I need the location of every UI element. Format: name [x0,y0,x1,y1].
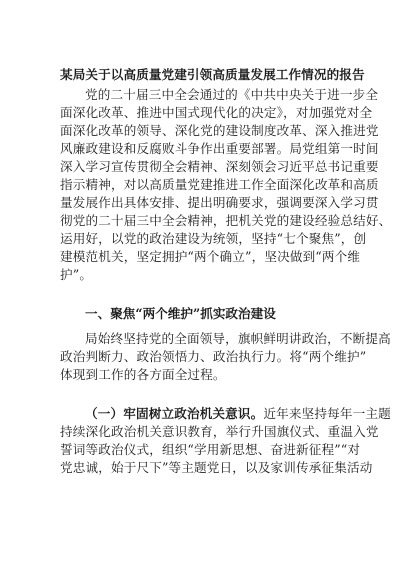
subsection-line: 党忠诚，始于尺下”等主题党日，以及家训传承征集活动 [60,460,373,475]
subsection-line: 誓词等政治仪式，组织“学用新思想、奋进新征程”“对 [60,442,361,457]
intro-line: 运用好，以党的政治建设为统领，坚持“七个聚焦”，创 [60,231,367,246]
subsection-first-line-text: 近年来坚持每年一主题 [263,406,391,421]
intro-line: 量发展作出具体安排、提出明确要求，强调要深入学习贯 [60,195,379,210]
intro-line: 护”。 [60,267,93,282]
intro-line: 面深化改革、推进中国式现代化的决定》，对加强党对全 [60,105,373,120]
intro-line: 面深化改革的领导、深化党的建设制度改革、深入推进党 [60,123,379,138]
intro-line: 彻党的二十届三中全会精神，把机关党的建设经验总结好、 [60,213,392,228]
section-paragraph-line: 政治判断力、政治领悟力、政治执行力。将“两个维护” [60,349,367,364]
section-paragraph-line: 局始终坚持党的全面领导，旗帜鲜明讲政治，不断提高 [85,331,391,346]
intro-line: 指示精神，对以高质量党建推进工作全面深化改革和高质 [60,177,379,192]
intro-line: 风廉政建设和反腐败斗争作出重要部署。局党组第一时间 [60,141,379,156]
section-heading: 一、聚焦“两个维护”抓实政治建设 [85,306,276,321]
subsection-line: 持续深化政治机关意识教育，举行升国旗仪式、重温入党 [60,424,379,439]
intro-line: 建模范机关，坚定拥护“两个确立”，坚决做到“两个维 [60,249,361,264]
subsection-first-line [85,405,391,423]
section-paragraph-line: 体现到工作的各方面全过程。 [60,367,226,382]
intro-line: 党的二十届三中全会通过的《中共中央关于进一步全 [85,87,379,102]
intro-line: 深入学习宣传贯彻全会精神、深刻领会习近平总书记重要 [60,159,379,174]
document-title: 某局关于以高质量党建引领高质量发展工作情况的报告 [60,67,365,82]
subsection-heading: （一）牢固树立政治机关意识。 [85,406,264,421]
